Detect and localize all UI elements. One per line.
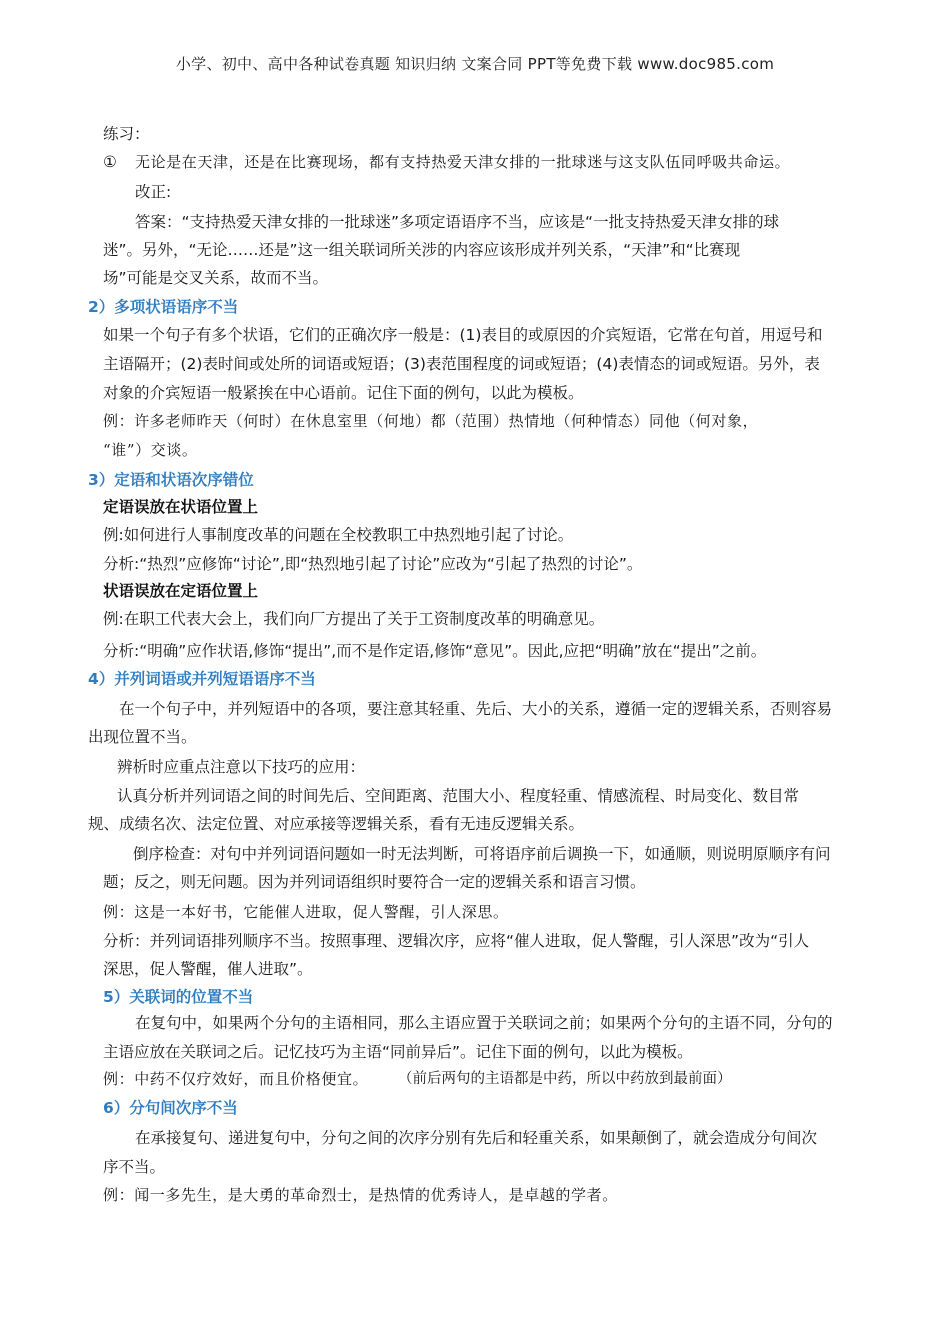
section4-paragraph-line: 在一个句子中，并列短语中的各项，要注意其轻重、先后、大小的关系，遵循一定的逻辑关系，否则容易: [119, 700, 833, 718]
section4-paragraph-line: 出现位置不当。: [88, 728, 197, 746]
section3-analysis-2: 分析:“明确”应作状语,修饰“提出”,而不是作定语,修饰“意见”。因此,应把“明确”放在“提出”之前。: [103, 642, 767, 660]
practice-item-text: 无论是在天津，还是在比赛现场，都有支持热爱天津女排的一批球迷与这支队伍同呼吸共命运。: [135, 153, 791, 171]
section4-paragraph-line: 辨析时应重点注意以下技巧的应用：: [117, 758, 366, 776]
section2-example-line: “谁”）交谈。: [103, 441, 198, 459]
section5-note: （前后两句的主语都是中药，所以中药放到最前面）: [398, 1071, 732, 1087]
site-header-banner: 小学、初中、高中各种试卷真题 知识归纳 文案合同 PPT等免费下载 www.doc985.com: [175, 55, 775, 73]
section4-paragraph-line: 题；反之，则无问题。因为并列词语组织时要符合一定的逻辑关系和语言习惯。: [103, 873, 646, 891]
section3-subheading-2: 状语误放在定语位置上: [103, 582, 259, 600]
section-heading-2: 2）多项状语语序不当: [88, 298, 239, 316]
section3-example-1: 例:如何进行人事制度改革的问题在全校教职工中热烈地引起了讨论。: [103, 526, 574, 544]
section3-subheading-1: 定语误放在状语位置上: [103, 498, 259, 516]
practice-label: 练习：: [103, 125, 150, 143]
section3-analysis-1: 分析:“热烈”应修饰“讨论”,即“热烈地引起了讨论”应改为“引起了热烈的讨论”。: [103, 555, 643, 573]
section2-body-line: 主语隔开；(2)表时间或处所的词语或短语；(3)表范围程度的词或短语；(4)表情态的词或短语。另外，表: [103, 355, 820, 373]
section4-paragraph-line: 规、成绩名次、法定位置、对应承接等逻辑关系，看有无违反逻辑关系。: [88, 815, 585, 833]
practice-answer-line: 迷”。另外，“无论……还是”这一组关联词所关涉的内容应该形成并列关系，“天津”和“比赛现: [103, 241, 741, 259]
section6-example: 例：闻一多先生，是大勇的革命烈士，是热情的优秀诗人，是卓越的学者。: [103, 1186, 618, 1204]
section2-body-line: 对象的介宾短语一般紧挨在中心语前。记住下面的例句，以此为模板。: [103, 384, 584, 402]
practice-correction-label: 改正:: [135, 183, 172, 201]
section2-body-line: 如果一个句子有多个状语，它们的正确次序一般是：(1)表目的或原因的介宾短语，它常在句首，用逗号和: [103, 326, 823, 344]
section-heading-6: 6）分句间次序不当: [103, 1099, 238, 1117]
practice-answer-line: 场”可能是交叉关系，故而不当。: [103, 269, 329, 287]
section6-body-line: 在承接复句、递进复句中，分句之间的次序分别有先后和轻重关系，如果颠倒了，就会造成分句间次: [135, 1129, 818, 1147]
section-heading-4: 4）并列词语或并列短语语序不当: [88, 670, 316, 688]
section5-example: 例：中药不仅疗效好，而且价格便宜。: [103, 1070, 369, 1088]
section3-example-2: 例:在职工代表大会上，我们向厂方提出了关于工资制度改革的明确意见。: [103, 610, 605, 628]
section4-analysis-line: 分析：并列词语排列顺序不当。按照事理、逻辑次序，应将“催人进取，促人警醒，引人深思”改为“引人: [103, 932, 810, 950]
section2-example-line: 例：许多老师昨天（何时）在休息室里（何地）都（范围）热情地（何种情态）同他（何对象，: [103, 412, 759, 430]
section-heading-5: 5）关联词的位置不当: [103, 988, 254, 1006]
practice-item-marker: ①: [103, 153, 117, 171]
section5-body-line: 在复句中，如果两个分句的主语相同，那么主语应置于关联词之前；如果两个分句的主语不同，分句的: [135, 1014, 833, 1032]
practice-answer-line: 答案：“支持热爱天津女排的一批球迷”多项定语语序不当，应该是“一批支持热爱天津女排的球: [135, 213, 780, 231]
section4-analysis-line: 深思，促人警醒，催人进取”。: [103, 960, 313, 978]
section4-paragraph-line: 认真分析并列词语之间的时间先后、空间距离、范围大小、程度轻重、情感流程、时局变化、数目常: [117, 787, 800, 805]
section6-body-line: 序不当。: [103, 1158, 166, 1176]
section-heading-3: 3）定语和状语次序错位: [88, 471, 254, 489]
section4-example: 例：这是一本好书，它能催人进取，促人警醒，引人深思。: [103, 903, 509, 921]
section5-body-line: 主语应放在关联词之后。记忆技巧为主语“同前异后”。记住下面的例句，以此为模板。: [103, 1043, 693, 1061]
section4-paragraph-line: 倒序检查：对句中并列词语问题如一时无法判断，可将语序前后调换一下，如通顺，则说明原顺序有问: [133, 845, 831, 863]
